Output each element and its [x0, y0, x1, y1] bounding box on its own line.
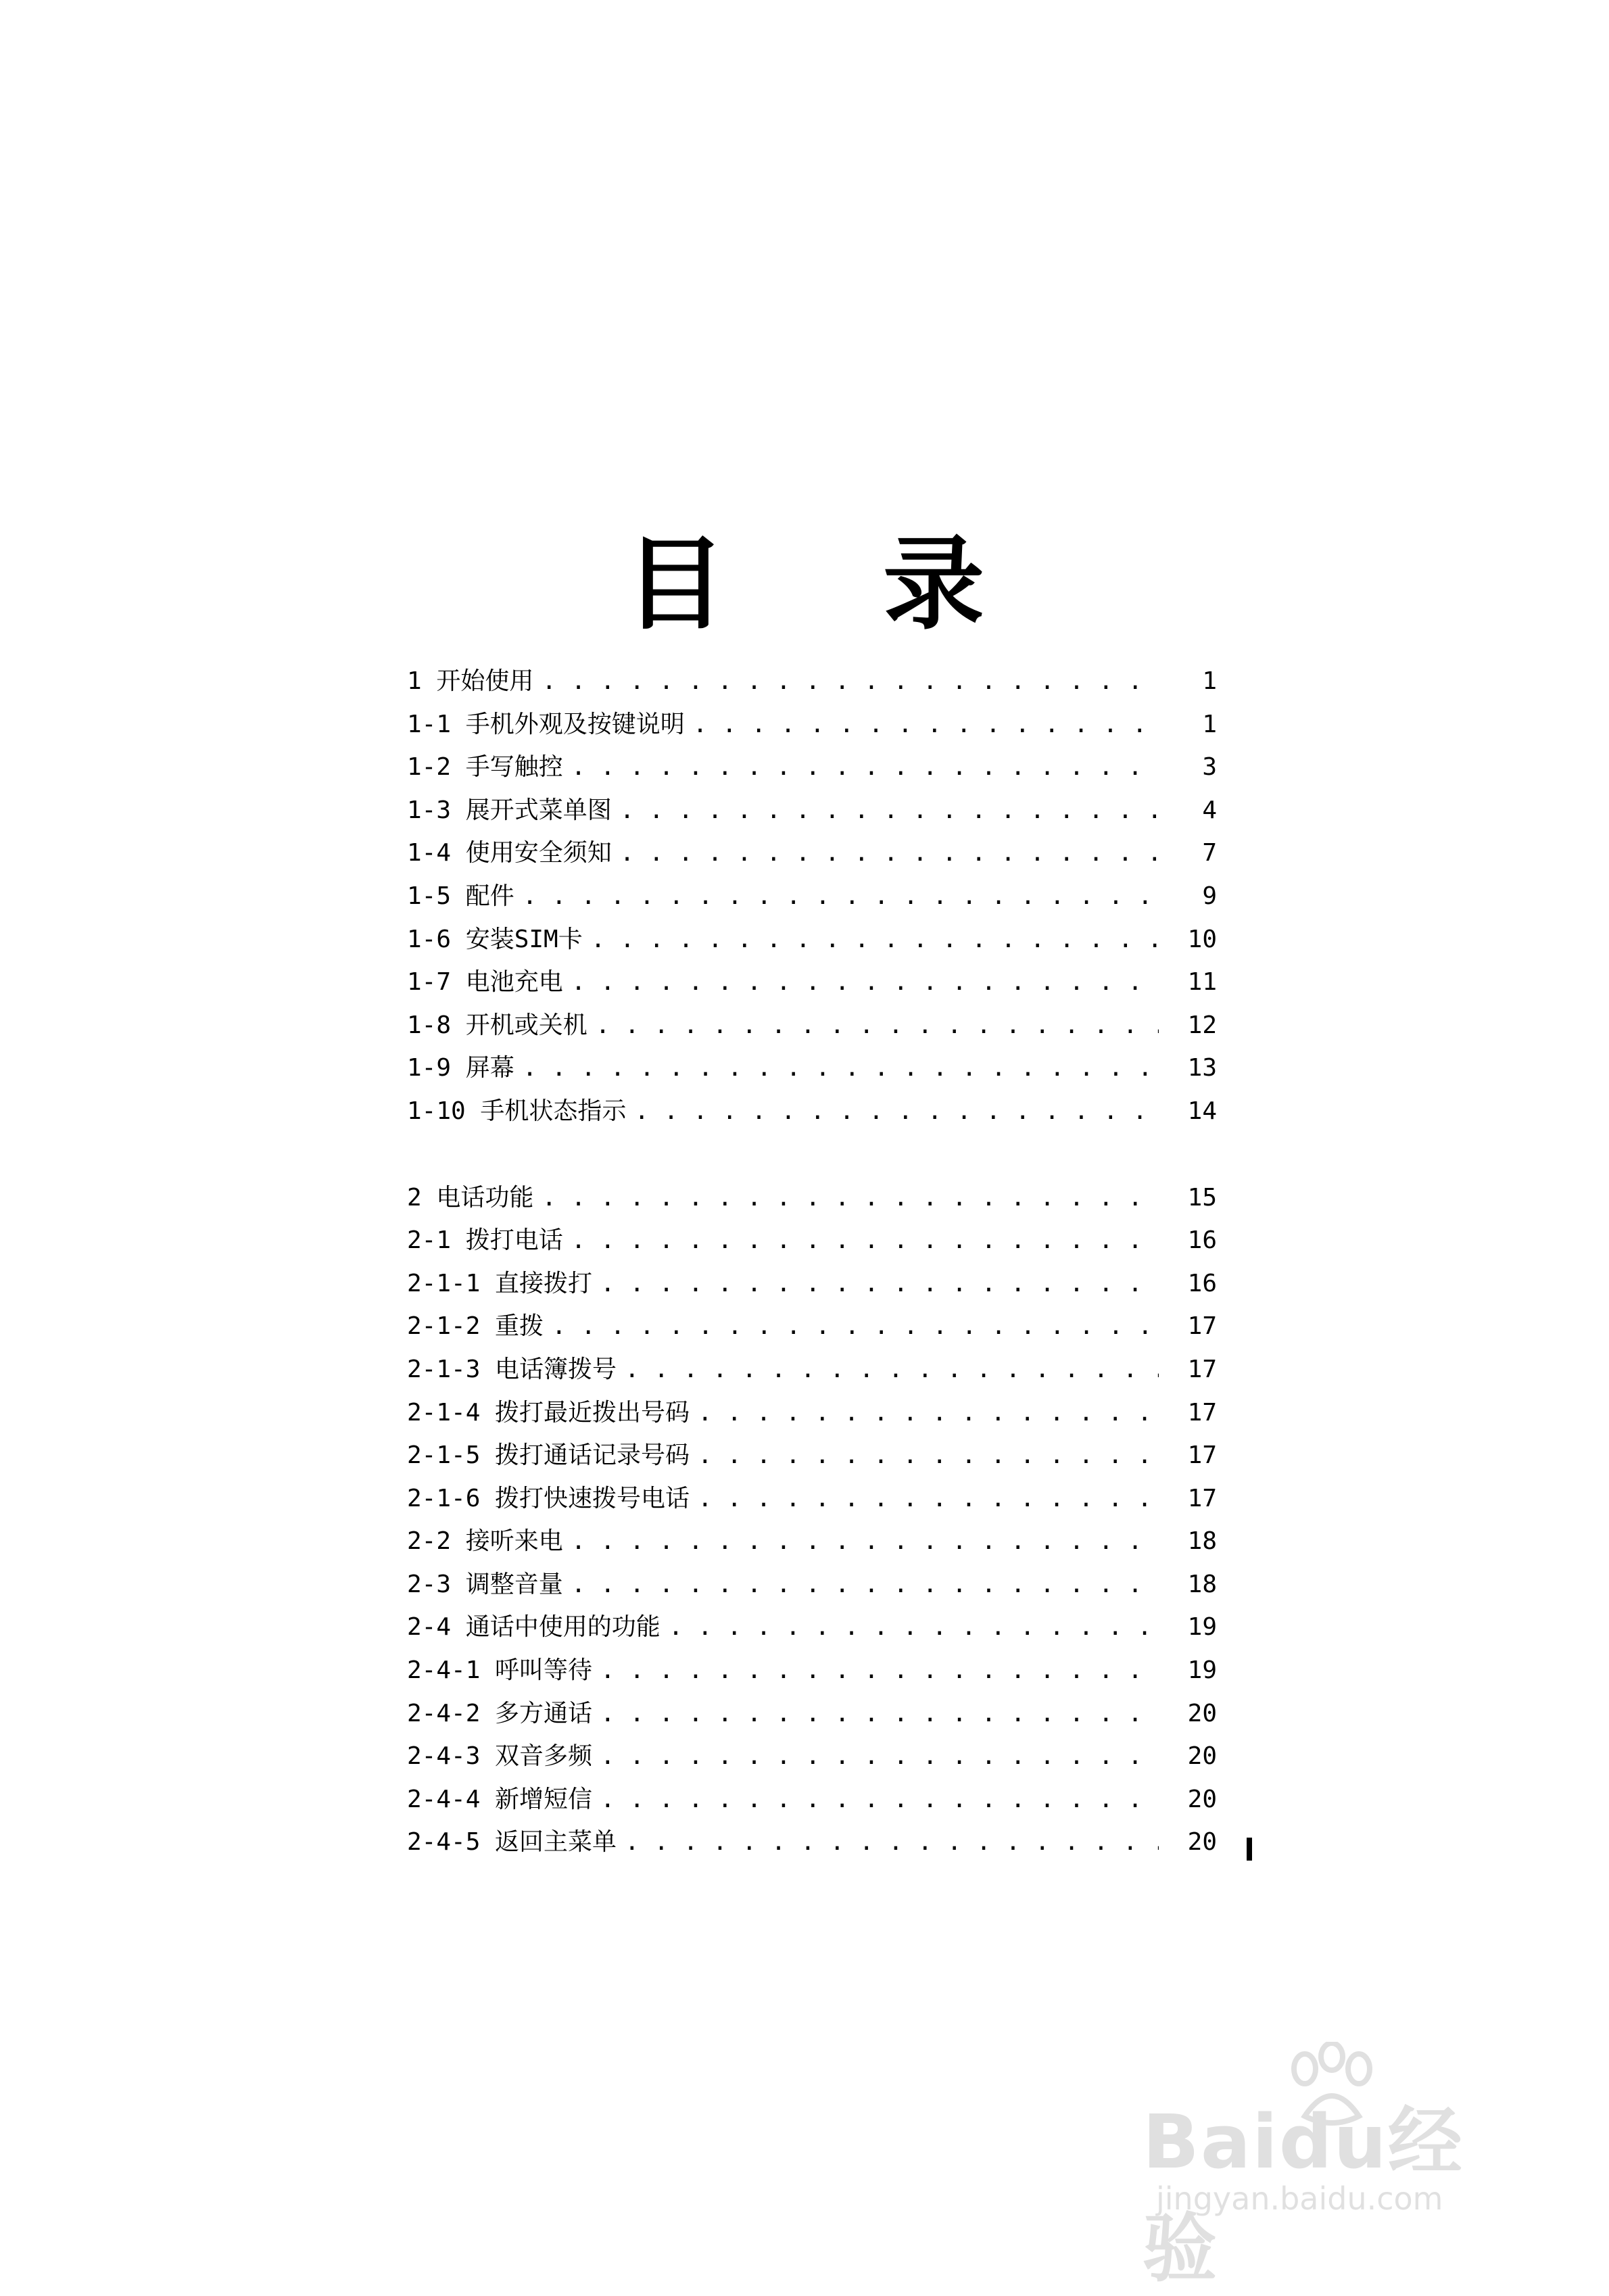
- toc-leader-dots: [600, 1692, 1159, 1736]
- toc-entry[interactable]: [407, 746, 1217, 789]
- toc-leader-dots: [591, 918, 1159, 961]
- baidu-watermark: [1143, 2042, 1521, 2292]
- toc-entry-page: 20: [1187, 1828, 1217, 1857]
- toc-entry[interactable]: [407, 1606, 1217, 1649]
- toc-entry-page: 15: [1187, 1183, 1217, 1212]
- toc-entry-label: 2-1-2 重拨: [407, 1312, 544, 1341]
- toc-entry-label: 1-1 手机外观及按键说明: [407, 710, 685, 738]
- toc-entry-label: 2-4-2 多方通话: [407, 1699, 593, 1727]
- toc-entry-label: 2-1 拨打电话: [407, 1226, 563, 1255]
- toc-entry-page: 20: [1187, 1742, 1217, 1771]
- toc-leader-dots: [571, 961, 1159, 1004]
- toc-leader-dots: [571, 1520, 1159, 1563]
- toc-entry-page: 3: [1202, 753, 1217, 782]
- toc-leader-dots: [600, 1649, 1159, 1692]
- toc-entry-page: 1: [1202, 667, 1217, 695]
- toc-entry-label: 2-1-3 电话簿拨号: [407, 1355, 617, 1383]
- table-of-contents: [407, 660, 1217, 1864]
- toc-entry-label: 2-1-5 拨打通话记录号码: [407, 1441, 690, 1470]
- page-title: 目 录: [624, 526, 1046, 644]
- toc-entry-label: 2-4-3 双音多频: [407, 1742, 593, 1771]
- toc-leader-dots: [698, 1434, 1159, 1477]
- toc-entry[interactable]: [407, 1004, 1217, 1047]
- toc-entry-page: 7: [1202, 839, 1217, 867]
- toc-entry-label: 2-4 通话中使用的功能: [407, 1613, 661, 1642]
- toc-leader-dots: [523, 1047, 1159, 1090]
- toc-entry[interactable]: [407, 1047, 1217, 1090]
- watermark-url: jingyan.baidu.com: [1156, 2180, 1443, 2217]
- toc-entry-label: 2-1-6 拨打快速拨号电话: [407, 1484, 690, 1512]
- toc-entry[interactable]: [407, 1176, 1217, 1220]
- toc-leader-dots: [625, 1821, 1159, 1864]
- toc-entry-page: 18: [1187, 1570, 1217, 1598]
- toc-entry-label: 2-2 接听来电: [407, 1527, 563, 1556]
- section-spacer: [407, 1133, 1217, 1176]
- toc-entry-page: 18: [1187, 1527, 1217, 1556]
- toc-entry-label: 1-7 电池充电: [407, 968, 563, 997]
- toc-entry[interactable]: [407, 1520, 1217, 1563]
- watermark-logo-text: Baidu经验: [1143, 2099, 1464, 2292]
- toc-entry-page: 16: [1187, 1226, 1217, 1255]
- toc-entry-label: 1-3 展开式菜单图: [407, 796, 612, 824]
- toc-entry[interactable]: [407, 1391, 1217, 1435]
- toc-leader-dots: [571, 1563, 1159, 1606]
- toc-leader-dots: [669, 1606, 1159, 1649]
- toc-entry-page: 20: [1187, 1785, 1217, 1813]
- toc-entry[interactable]: [407, 660, 1217, 703]
- toc-leader-dots: [596, 1004, 1159, 1047]
- toc-entry[interactable]: [407, 1821, 1217, 1864]
- toc-leader-dots: [600, 1735, 1159, 1778]
- toc-entry-page: 17: [1187, 1441, 1217, 1470]
- toc-entry[interactable]: [407, 832, 1217, 875]
- toc-leader-dots: [620, 789, 1159, 832]
- toc-entry-page: 19: [1187, 1613, 1217, 1642]
- toc-entry-page: 19: [1187, 1656, 1217, 1685]
- toc-entry-label: 1-2 手写触控: [407, 753, 563, 782]
- toc-entry[interactable]: [407, 1305, 1217, 1348]
- toc-entry[interactable]: [407, 1692, 1217, 1736]
- toc-entry-page: 1: [1202, 710, 1217, 738]
- toc-entry-label: 1-5 配件: [407, 882, 514, 910]
- toc-entry-label: 2-4-5 返回主菜单: [407, 1828, 617, 1857]
- toc-leader-dots: [542, 660, 1159, 703]
- toc-entry-page: 9: [1202, 882, 1217, 910]
- toc-entry-page: 20: [1187, 1699, 1217, 1727]
- toc-leader-dots: [571, 1219, 1159, 1262]
- toc-entry-label: 2-4-1 呼叫等待: [407, 1656, 593, 1685]
- toc-entry-label: 1-8 开机或关机: [407, 1011, 587, 1039]
- toc-leader-dots: [552, 1305, 1159, 1348]
- toc-entry[interactable]: [407, 1219, 1217, 1262]
- toc-entry-page: 4: [1202, 796, 1217, 824]
- toc-leader-dots: [571, 746, 1159, 789]
- toc-entry-page: 14: [1187, 1097, 1217, 1125]
- toc-entry-label: 2-1-1 直接拨打: [407, 1269, 593, 1297]
- toc-leader-dots: [693, 703, 1159, 746]
- toc-entry[interactable]: [407, 703, 1217, 746]
- roman-page-number-i: [1247, 1838, 1252, 1861]
- toc-entry[interactable]: [407, 1477, 1217, 1521]
- toc-entry[interactable]: [407, 789, 1217, 832]
- toc-entry-page: 17: [1187, 1398, 1217, 1427]
- toc-leader-dots: [523, 875, 1159, 918]
- toc-entry-label: 1-6 安装SIM卡: [407, 925, 583, 953]
- toc-leader-dots: [634, 1090, 1159, 1133]
- toc-entry[interactable]: [407, 1090, 1217, 1133]
- toc-entry[interactable]: [407, 1735, 1217, 1778]
- toc-entry[interactable]: [407, 1563, 1217, 1606]
- toc-leader-dots: [698, 1391, 1159, 1435]
- toc-entry-label: 1-4 使用安全须知: [407, 839, 612, 867]
- toc-leader-dots: [625, 1348, 1159, 1391]
- toc-entry-label: 2-3 调整音量: [407, 1570, 563, 1598]
- toc-entry[interactable]: [407, 918, 1217, 961]
- toc-entry-label: 2-4-4 新增短信: [407, 1785, 593, 1813]
- toc-entry-page: 17: [1187, 1484, 1217, 1512]
- toc-entry-label: 2 电话功能: [407, 1183, 534, 1212]
- toc-entry-page: 17: [1187, 1355, 1217, 1383]
- toc-entry-label: 1-10 手机状态指示: [407, 1097, 627, 1125]
- toc-entry-page: 17: [1187, 1312, 1217, 1341]
- toc-entry-label: 1 开始使用: [407, 667, 534, 695]
- toc-entry[interactable]: [407, 1649, 1217, 1692]
- toc-leader-dots: [620, 832, 1159, 875]
- toc-entry-page: 13: [1187, 1054, 1217, 1082]
- toc-entry[interactable]: [407, 875, 1217, 918]
- toc-leader-dots: [600, 1778, 1159, 1821]
- toc-entry-page: 12: [1187, 1011, 1217, 1039]
- toc-entry[interactable]: [407, 1778, 1217, 1821]
- toc-leader-dots: [542, 1176, 1159, 1220]
- toc-entry[interactable]: [407, 1434, 1217, 1477]
- toc-entry[interactable]: [407, 1348, 1217, 1391]
- toc-leader-dots: [698, 1477, 1159, 1521]
- toc-entry-page: 16: [1187, 1269, 1217, 1297]
- toc-leader-dots: [600, 1262, 1159, 1306]
- toc-entry-page: 11: [1187, 968, 1217, 997]
- toc-entry-label: 1-9 屏幕: [407, 1054, 514, 1082]
- toc-entry[interactable]: [407, 1262, 1217, 1306]
- toc-entry[interactable]: [407, 961, 1217, 1004]
- toc-entry-page: 10: [1187, 925, 1217, 953]
- toc-entry-label: 2-1-4 拨打最近拨出号码: [407, 1398, 690, 1427]
